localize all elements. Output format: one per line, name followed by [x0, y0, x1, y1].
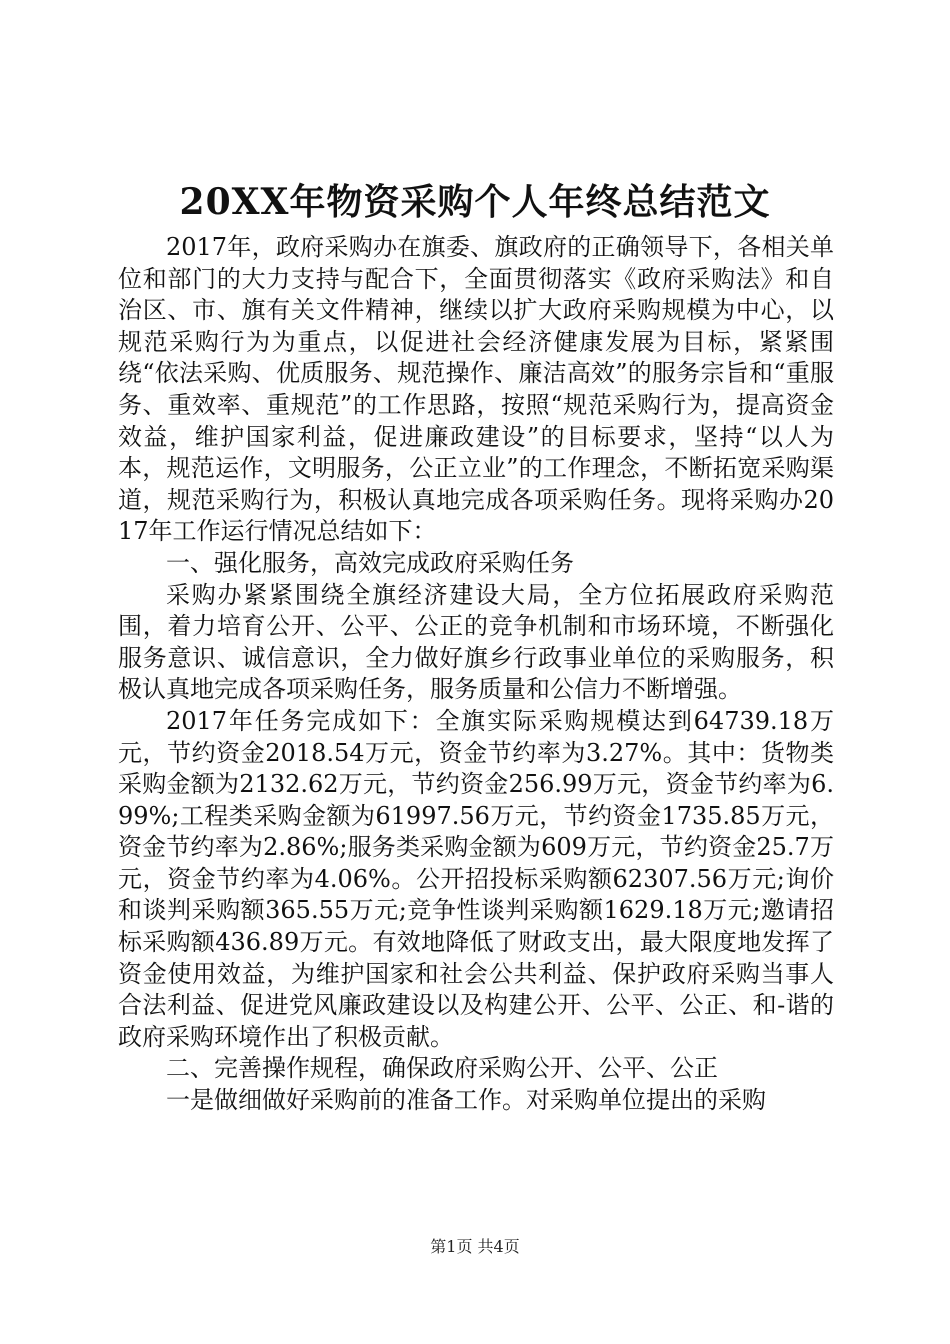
paragraph-preparation: 一是做细做好采购前的准备工作。对采购单位提出的采购 [166, 1086, 766, 1115]
document-title: 20XX年物资采购个人年终总结范文 [179, 181, 771, 223]
paragraph-service: 采购办紧紧围绕全旗经济建设大局，全方位拓展政府采购范围，着力培育公开、公平、公正的竞争机制和市场环境，不断强化服务意识、诚信意识，全力做好旗乡行政事业单位的采购服务，积极认真地完成各项采购任务，服务质量和公信力不断增强。 [118, 580, 834, 704]
document-body [118, 232, 834, 1117]
paragraph-statistics: 2017年任务完成如下：全旗实际采购规模达到64739.18万元，节约资金2018.54万元，资金节约率为3.27%。其中：货物类采购金额为2132.62万元，节约资金256.99万元，资金节约率为6.99%;工程类采购金额为61997.56万元，节约资金1735.85万元，资金节约率为2.86%;服务类采购金额为609万元，节约资金25.7万元，资金节约率为4.06%。公开招投标采购额62307.56万元;询价和谈判采购额365.55万元;竞争性谈判采购额1629.18万元;邀请招标采购额436.89万元。有效地降低了财政支出，最大限度地发挥了资金使用效益，为维护国家和社会公共利益、保护政府采购当事人合法利益、促进党风廉政建设以及构建公开、公平、公正、和-谐的政府采购环境作出了积极贡献。 [118, 706, 834, 1051]
paragraph-intro: 2017年，政府采购办在旗委、旗政府的正确领导下，各相关单位和部门的大力支持与配合下，全面贯彻落实《政府采购法》和自治区、市、旗有关文件精神，继续以扩大政府采购规模为中心，以规范采购行为为重点，以促进社会经济健康发展为目标，紧紧围绕“依法采购、优质服务、规范操作、廉洁高效”的服务宗旨和“重服务、重效率、重规范”的工作思路，按照“规范采购行为，提高资金效益，维护国家利益，促进廉政建设”的目标要求，坚持“以人为本，规范运作，文明服务，公正立业”的工作理念，不断拓宽采购渠道，规范采购行为，积极认真地完成各项采购任务。现将采购办2017年工作运行情况总结如下： [118, 233, 834, 546]
page-number: 第1页 共4页 [430, 1237, 520, 1256]
section-heading-1: 一、强化服务，高效完成政府采购任务 [166, 548, 574, 577]
section-heading-2: 二、完善操作规程，确保政府采购公开、公平、公正 [166, 1054, 718, 1083]
